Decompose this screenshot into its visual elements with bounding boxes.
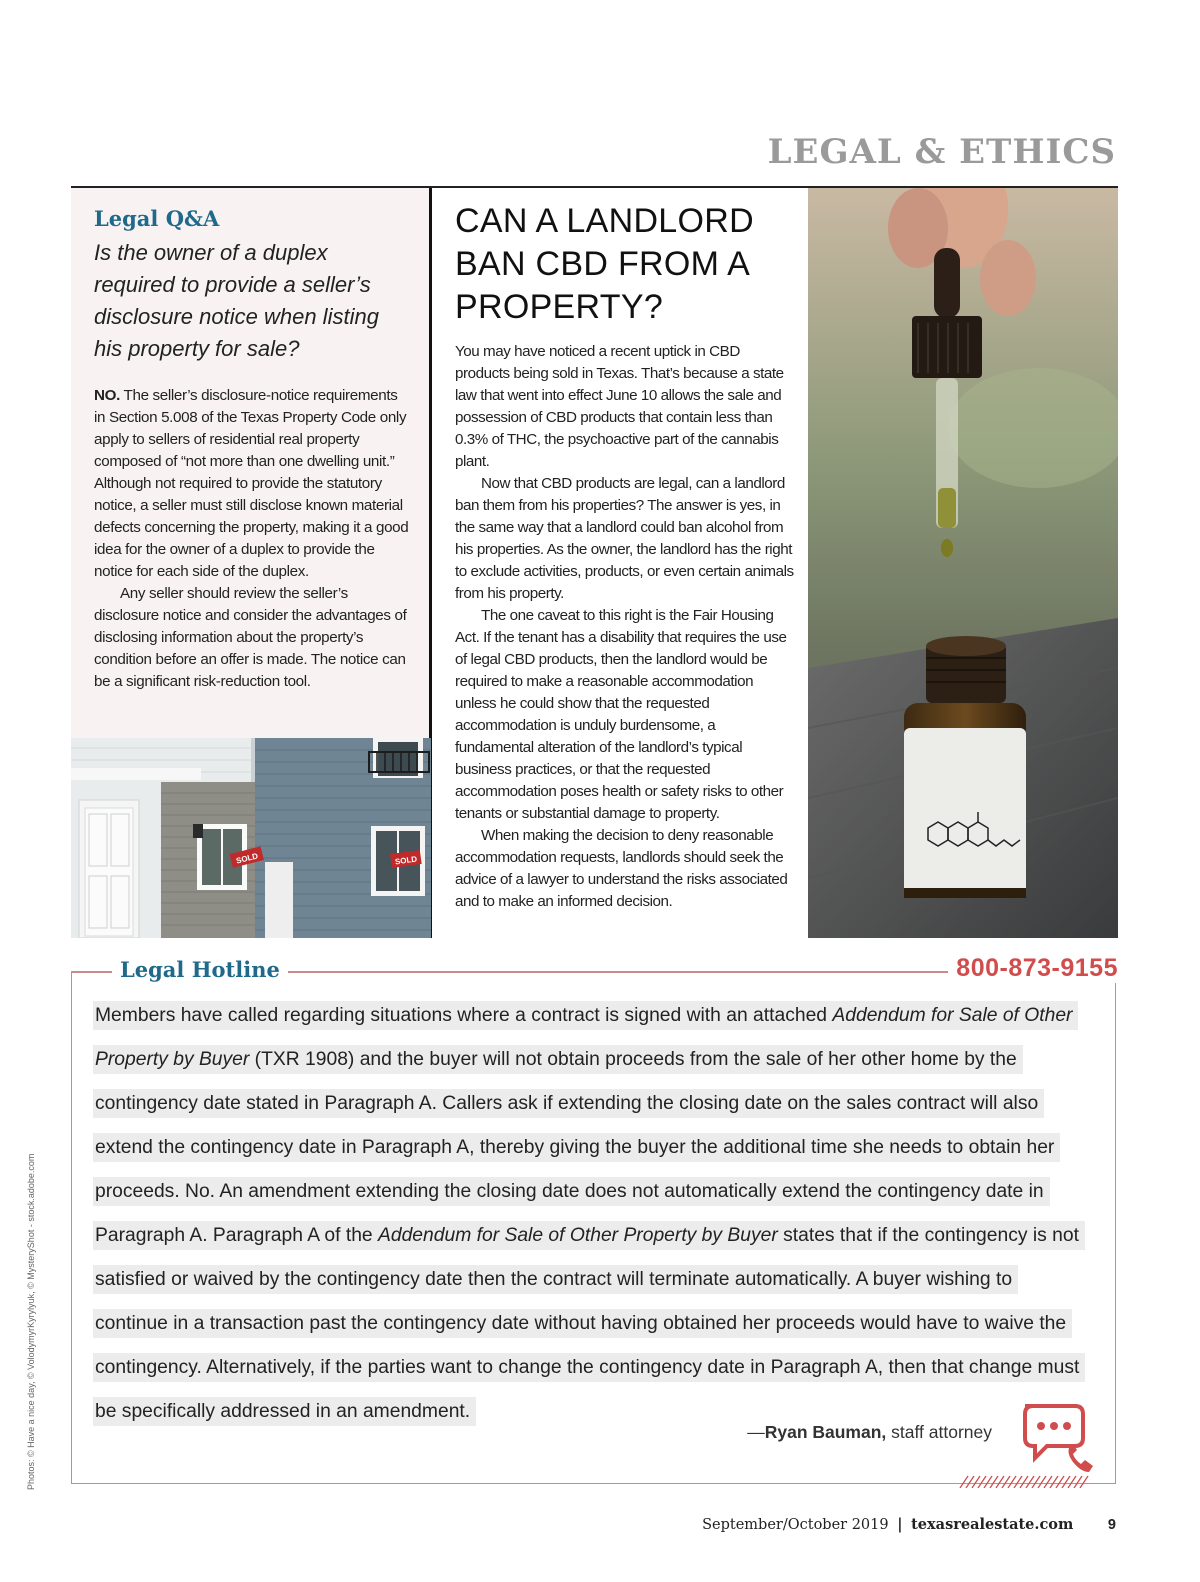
qa-question: Is the owner of a duplex required to provide a seller’s disclosure notice when listing his property for sale? [94, 240, 379, 361]
signature-role: staff attorney [886, 1422, 992, 1442]
house-photo [71, 738, 431, 938]
house-illustration [71, 738, 431, 938]
cbd-bottle-illustration [808, 188, 1118, 938]
qa-answer-lead: NO. [94, 387, 120, 404]
article-paragraph-2: Now that CBD products are legal, can a landlord ban them from his properties? The answer is yes, in the same way that a landlord could ban alcohol from his properties. As the owner, the landlord has the right to exclude activities, products, or even certain animals from his property. [455, 475, 794, 602]
qa-answer [94, 385, 411, 693]
hotline-form-name-2: Addendum for Sale of Other Property by Buyer [378, 1225, 778, 1246]
article-paragraph-1: You may have noticed a recent uptick in CBD products being sold in Texas. That’s because a state law that went into effect June 10 allows the sale and possession of CBD products that contain less than 0.3% of THC, the psychoactive part of the cannabis plant. [455, 343, 784, 470]
hotline-answer-text [93, 994, 1083, 1434]
hotline-signature [747, 1422, 992, 1443]
chat-phone-icon [1017, 1398, 1097, 1478]
hotline-form-name-1: Addendum for Sale of Other Property by Buyer [95, 1005, 1073, 1070]
page-footer [702, 1516, 1116, 1533]
hotline-text-1: Members have called regarding situations where a contract is signed with an attached [95, 1005, 833, 1026]
article-body [455, 341, 795, 913]
section-title: LEGAL & ETHICS [767, 132, 1116, 172]
footer-website-link[interactable]: texasrealestate.com [911, 1516, 1074, 1533]
qa-heading: Legal Q&A [94, 206, 220, 231]
sold-sign-right: SOLD [394, 854, 418, 867]
hotline-heading: Legal Hotline [112, 957, 288, 982]
footer-issue: September/October 2019 [702, 1517, 889, 1533]
hotline-text-2: (TXR 1908) and the buyer will not obtain proceeds from the sale of her other home by the contingency date stated in Paragraph A. Callers ask if extending the closing date on the sales contract will also extend the contingency date in Paragraph A, thereby giving the buyer the additional time she needs to obtain her proceeds. No. An amendment extending the closing date does not automatically extend the contingency date in Paragraph A. Paragraph A of the [95, 1049, 1055, 1246]
article-paragraph-4: When making the decision to deny reasonable accommodation requests, landlords should seek the advice of a lawyer to understand the risks associated and to make an informed decision. [455, 827, 788, 910]
cbd-article [455, 200, 795, 913]
legal-qa-box [71, 188, 431, 738]
cbd-dropper-photo [808, 188, 1118, 938]
signature-name: Ryan Bauman, [764, 1422, 887, 1442]
article-title: CAN A LANDLORD BAN CBD FROM A PROPERTY? [455, 202, 754, 326]
hotline-phone-number[interactable]: 800-873-9155 [948, 954, 1118, 983]
qa-answer-paragraph-1 [94, 385, 411, 583]
footer-separator: | [897, 1516, 903, 1533]
hotline-text-3: states that if the contingency is not satisfied or waived by the contingency date then the contract will terminate automatically. A buyer wishing to continue in a transaction past the contingency date without having obtained her proceeds would have to waive the contingency. Alternatively, if the parties want to change the contingency date in Paragraph A, then that change must be specifically addressed in an amendment. [95, 1225, 1080, 1422]
qa-answer-paragraph-2: Any seller should review the seller’s disclosure notice and consider the advantages of disclosing information about the property’s condition before an offer is made. The notice can be a significant risk-reduction tool. [94, 585, 407, 690]
hotline-text-block [93, 1001, 1085, 1426]
photo-credits: Photos: © Have a nice day, © VolodymyrKyrylyuk, © MysteryShot - stock.adobe.com [26, 1153, 36, 1490]
page-number: 9 [1107, 1517, 1116, 1533]
decorative-hatch [958, 1474, 1098, 1488]
qa-answer-text-1: The seller’s disclosure-notice requirements in Section 5.008 of the Texas Property Code only apply to sellers of residential real property composed of “not more than one dwelling unit.” Although not required to provide the statutory notice, a seller must still disclose known material defects concerning the property, making it a good idea for the owner of a duplex to provide the notice for each side of the duplex. [94, 387, 409, 580]
signature-dash: — [747, 1422, 765, 1442]
article-paragraph-3: The one caveat to this right is the Fair Housing Act. If the tenant has a disability that requires the use of legal CBD products, then the landlord would be required to make a reasonable accommodation unless he could show that the requested accommodation is unduly burdensome, a fundamental alteration of the landlord’s typical business practices, or that the requested accommodation poses health or safety risks to other tenants or substantial damage to property. [455, 607, 787, 822]
sold-sign-left: SOLD [235, 851, 259, 866]
